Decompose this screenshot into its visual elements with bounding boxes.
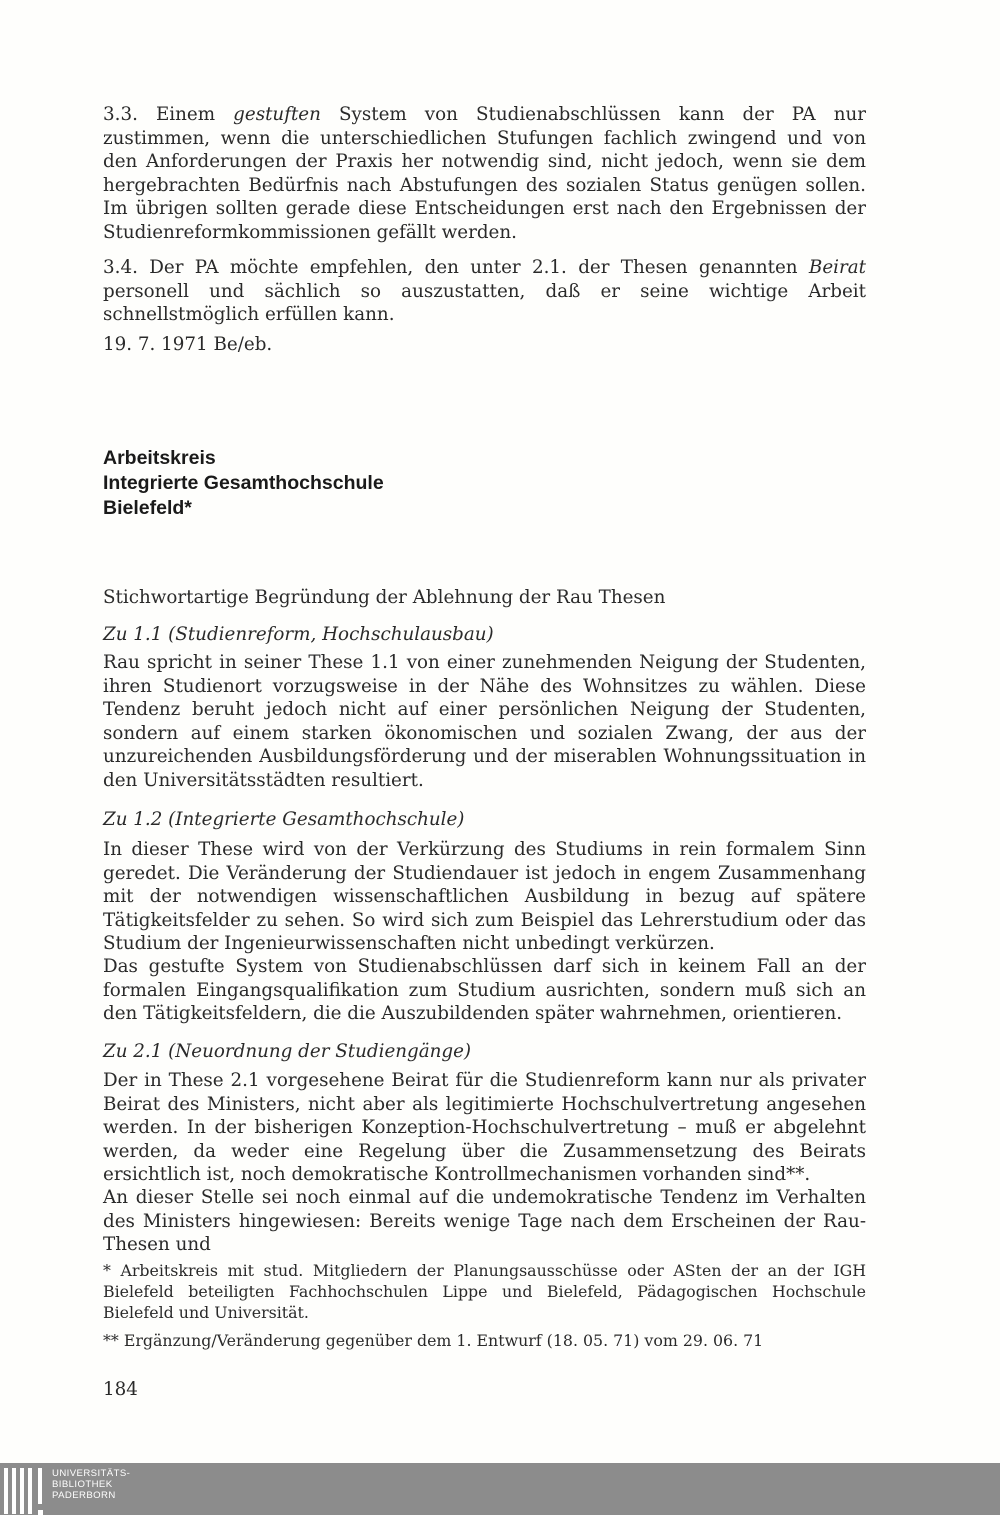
section-heading (103, 446, 703, 521)
paragraph-3-4 (103, 256, 866, 327)
intro-line: Stichwortartige Begründung der Ablehnung der Rau Thesen (103, 587, 666, 608)
zu-1-2-body-1: In dieser These wird von der Verkürzung des Studiums in rein formalem Sinn geredet. Die Veränderung der Studiendauer ist jedoch in engem Zusammenhang mit der notwendigen wissenschaftlichen Ausbildung in bezug auf spätere Tätigkeitsfelder zu sehen. So wird sich zum Beispiel das Lehrerstudium oder das Studium der Ingenieurwissenschaften nicht unbedingt verkürzen. (103, 839, 866, 955)
zu-1-1-title: Zu 1.1 (Studienreform, Hochschulausbau) (103, 624, 494, 645)
zu-1-2-title: Zu 1.2 (Integrierte Gesamthochschule) (103, 809, 465, 830)
paragraph-3-3-text: System von Studienabschlüssen kann der PA nur zustimmen, wenn die unterschiedlichen Stufungen fachlich zwingend und von den Anforderungen der Praxis her notwendig sind, nicht jedoch, wenn sie dem hergebrachten Bedürfnis nach Abstufungen des sozialen Status genügen sollen. Im übrigen sollten gerade diese Entscheidungen erst nach den Ergebnissen der Studienreformkommissionen gefällt werden. (103, 104, 866, 243)
paragraph-3-3-lead: 3.3. Einem (103, 104, 234, 125)
zu-2-1-title: Zu 2.1 (Neuordnung der Studiengänge) (103, 1041, 472, 1062)
heading-line-1: Arbeitskreis (103, 447, 216, 469)
heading-line-3: Bielefeld* (103, 497, 192, 519)
library-name-line-1: UNIVERSITÄTS- (52, 1468, 131, 1479)
footnote-2: ** Ergänzung/Veränderung gegenüber dem 1. Entwurf (18. 05. 71) vom 29. 06. 71 (103, 1331, 764, 1350)
library-name-line-3: PADERBORN (52, 1490, 116, 1501)
paragraph-3-4-lead: 3.4. Der PA möchte empfehlen, den unter 2.1. der Thesen genannten (103, 257, 809, 278)
heading-line-2: Integrierte Gesamthochschule (103, 472, 384, 494)
paragraph-3-3 (103, 103, 866, 245)
footnote-1: * Arbeitskreis mit stud. Mitgliedern der Planungsausschüsse oder ASten der an der IGH Bielefeld beteiligten Fachhochschulen Lippe und Bielefeld, Pädagogischen Hochschule Bielefeld und Universität. (103, 1261, 866, 1322)
zu-1-2-body-2: Das gestufte System von Studienabschlüssen darf sich in keinem Fall an der formalen Eingangsqualifikation zum Studium ausrichten, sondern muß sich an den Tätigkeitsfeldern, die die Auszubildenden später wahrnehmen, orientieren. (103, 956, 866, 1025)
zu-2-1-body-2: An dieser Stelle sei noch einmal auf die undemokratische Tendenz im Verhalten des Ministers hingewiesen: Bereits wenige Tage nach dem Erscheinen der Rau-Thesen und (103, 1187, 866, 1256)
page-number: 184 (103, 1379, 138, 1400)
library-footer-bar (0, 1463, 1000, 1515)
library-name-line-2: BIBLIOTHEK (52, 1479, 113, 1490)
date-line: 19. 7. 1971 Be/eb. (103, 334, 273, 355)
paragraph-3-4-text: personell und sächlich so auszustatten, daß er seine wichtige Arbeit schnellstmöglich erfüllen kann. (103, 280, 866, 326)
zu-2-1-body-1: Der in These 2.1 vorgesehene Beirat für die Studienreform kann nur als privater Beirat des Ministers, nicht aber als legitimierte Hochschulvertretung angesehen werden. In der bisherigen Konzeption-Hochschulvertretung – muß er abgelehnt werden, da weder eine Regelung über die Zusammensetzung des Beirats ersichtlich ist, noch demokratische Kontrollmechanismen vorhanden sind**. (103, 1070, 866, 1186)
paragraph-3-3-emphasis: gestuften (233, 104, 321, 125)
zu-1-1-body: Rau spricht in seiner These 1.1 von einer zunehmenden Neigung der Studenten, ihren Studienort vorzugsweise in der Nähe des Wohnsitzes zu wählen. Diese Tendenz beruht jedoch nicht auf einer persönlichen Neigung der Studenten, sondern auf einem starken ökonomischen und sozialen Zwang, der aus der unzureichenden Ausbildungsförderung und der miserablen Wohnungssituation in den Universitätsstädten resultiert. (103, 652, 866, 791)
library-logo-icon (0, 1468, 50, 1514)
library-name (52, 1468, 130, 1501)
paragraph-3-4-emphasis: Beirat (808, 257, 866, 278)
